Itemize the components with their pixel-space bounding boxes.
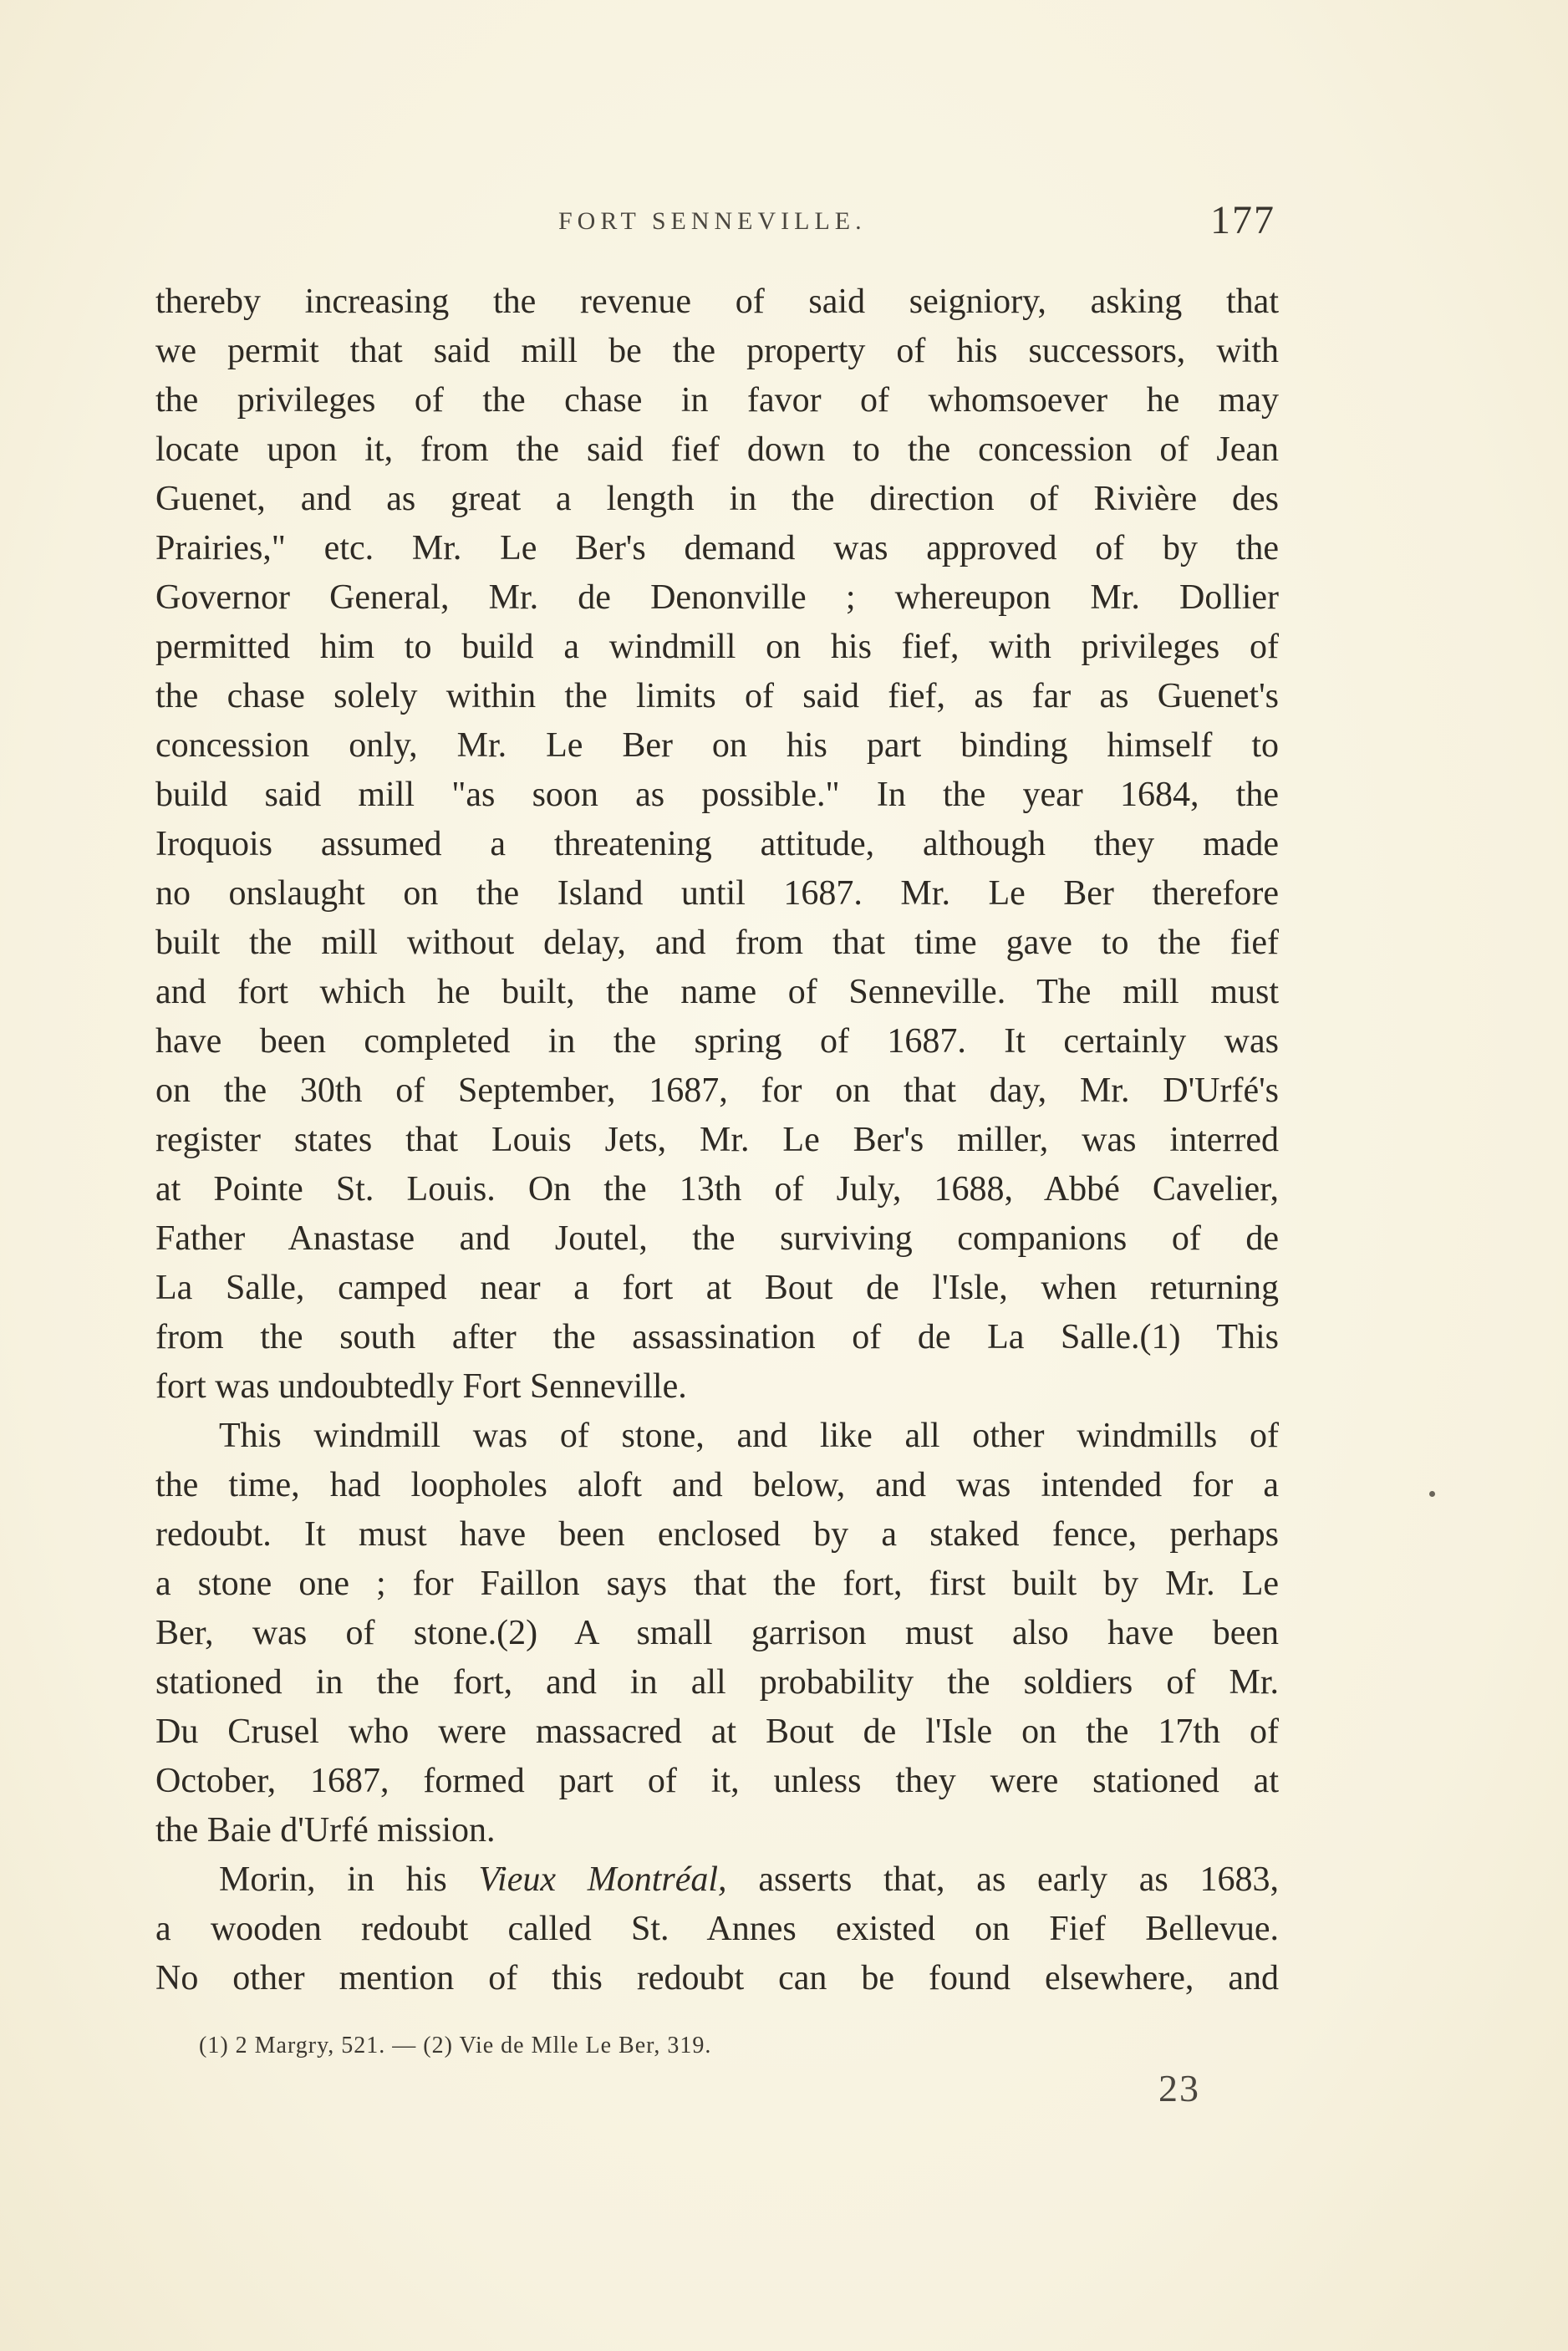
text-line: Iroquois assumed a threatening attitude, although they made (155, 825, 1279, 863)
text-line: a wooden redoubt called St. Annes existed on Fief Bellevue. (155, 1910, 1279, 1948)
text-line: built the mill without delay, and from that time gave to the fief (155, 924, 1279, 962)
text-line: locate upon it, from the said fief down to the concession of Jean (155, 430, 1279, 469)
text-line: La Salle, camped near a fort at Bout de l'Isle, when returning (155, 1269, 1279, 1307)
text-line (155, 1855, 1279, 1905)
italic-title: Vieux Montréal, (478, 1860, 727, 1899)
text-line: at Pointe St. Louis. On the 13th of July, 1688, Abbé Cavelier, (155, 1170, 1279, 1209)
text-line: thereby increasing the revenue of said seigniory, asking that (155, 282, 1279, 321)
text-line: no onslaught on the Island until 1687. Mr. Le Ber therefore (155, 874, 1279, 913)
text-line: This windmill was of stone, and like all other windmills of (219, 1417, 1279, 1455)
text-segment: Morin, in his (219, 1860, 479, 1899)
text-line: a stone one ; for Faillon says that the fort, first built by Mr. Le (155, 1565, 1279, 1603)
text-line: Ber, was of stone.(2) A small garrison must also have been (155, 1614, 1279, 1652)
text-line: fort was undoubtedly Fort Senneville. (155, 1367, 687, 1406)
text-line: on the 30th of September, 1687, for on that day, Mr. D'Urfé's (155, 1071, 1279, 1110)
text-line: Father Anastase and Joutel, the surviving companions of de (155, 1219, 1279, 1258)
text-line: Guenet, and as great a length in the direction of Rivière des (155, 480, 1279, 518)
text-line: concession only, Mr. Le Ber on his part binding himself to (155, 726, 1279, 765)
text-segment: asserts that, as early as 1683, (726, 1860, 1280, 1899)
text-line: stationed in the fort, and in all probability the soldiers of Mr. (155, 1663, 1279, 1702)
ink-speck (1429, 1491, 1435, 1497)
text-line: from the south after the assassination of de La Salle.(1) This (155, 1318, 1279, 1356)
text-line: redoubt. It must have been enclosed by a staked fence, perhaps (155, 1515, 1279, 1554)
text-line: the Baie d'Urfé mission. (155, 1811, 496, 1850)
text-line: No other mention of this redoubt can be found elsewhere, and (155, 1959, 1279, 1997)
text-line: the privileges of the chase in favor of whomsoever he may (155, 381, 1279, 420)
text-line: Governor General, Mr. de Denonville ; whereupon Mr. Dollier (155, 578, 1279, 617)
text-line: build said mill "as soon as possible." In the year 1684, the (155, 776, 1279, 814)
text-line: the chase solely within the limits of said fief, as far as Guenet's (155, 677, 1279, 715)
text-line: and fort which he built, the name of Senneville. The mill must (155, 973, 1279, 1011)
page-number: 177 (1210, 198, 1275, 242)
signature-mark: 23 (1158, 2067, 1200, 2109)
text-line: permitted him to build a windmill on his fief, with privileges of (155, 628, 1279, 666)
body-text (155, 277, 1279, 2003)
footnotes: (1) 2 Margry, 521. — (2) Vie de Mlle Le Ber, 319. (199, 2033, 712, 2058)
running-head: FORT SENNEVILLE. (558, 207, 867, 235)
text-line: the time, had loopholes aloft and below, and was intended for a (155, 1466, 1279, 1504)
text-line: register states that Louis Jets, Mr. Le Ber's miller, was interred (155, 1121, 1279, 1159)
text-line: Prairies," etc. Mr. Le Ber's demand was approved of by the (155, 529, 1279, 567)
text-line: Du Crusel who were massacred at Bout de l'Isle on the 17th of (155, 1712, 1279, 1751)
text-line: we permit that said mill be the property of his successors, with (155, 332, 1279, 370)
text-line: have been completed in the spring of 1687. It certainly was (155, 1022, 1279, 1061)
text-line: October, 1687, formed part of it, unless they were stationed at (155, 1762, 1279, 1800)
